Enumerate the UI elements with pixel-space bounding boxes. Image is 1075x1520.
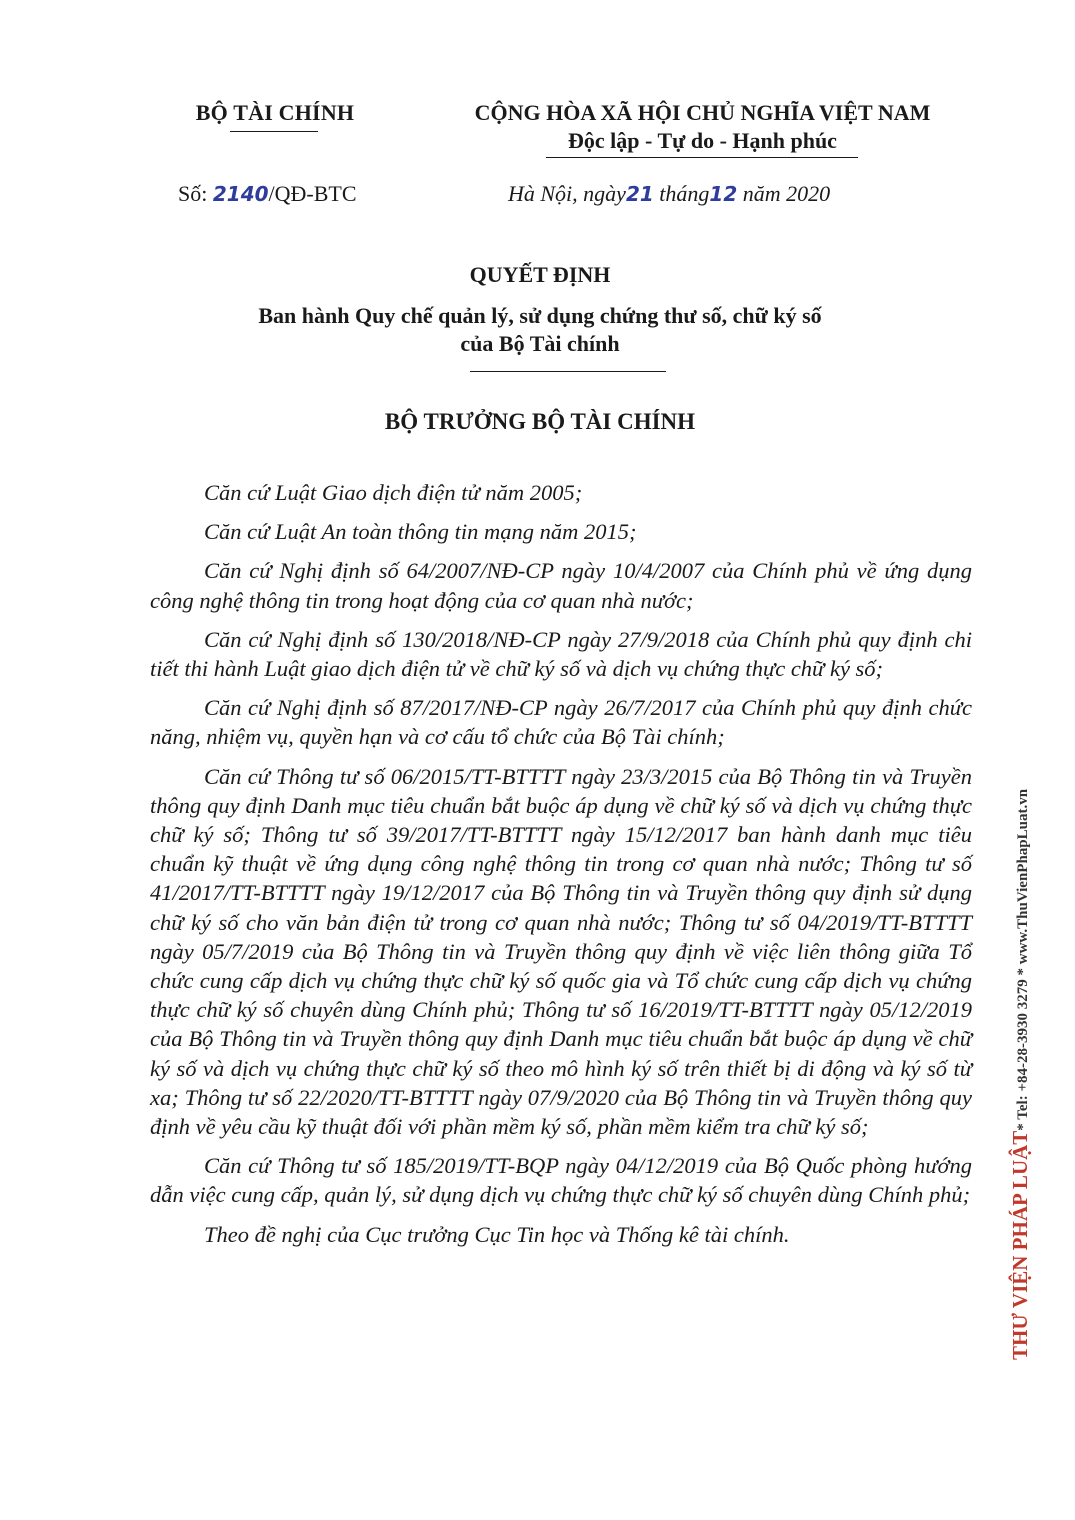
legal-basis-paragraph: Căn cứ Nghị định số 130/2018/NĐ-CP ngày 27/9/2018 của Chính phủ quy định chi tiết thi hành Luật giao dịch điện tử về chữ ký số và dịch vụ chứng thực chữ ký số; (150, 626, 972, 682)
ministry-underline (230, 131, 318, 132)
number-prefix: Số: (178, 181, 208, 206)
legal-basis-paragraph: Căn cứ Nghị định số 64/2007/NĐ-CP ngày 10/4/2007 của Chính phủ về ứng dụng công nghệ thông tin trong hoạt động của cơ quan nhà nước; (150, 558, 972, 613)
legal-basis (150, 478, 972, 1259)
issuing-authority: BỘ TRƯỞNG BỘ TÀI CHÍNH (384, 409, 696, 434)
title-underline (470, 371, 666, 372)
legal-basis-paragraph: Căn cứ Thông tư số 06/2015/TT-BTTTT ngày 23/3/2015 của Bộ Thông tin và Truyền thông quy định Danh mục tiêu chuẩn bắt buộc áp dụng về chữ ký số và dịch vụ chứng thực chữ ký số; Thông tư số 39/2017/TT-BTTTT ngày 15/12/2017 ban hành danh mục tiêu chuẩn kỹ thuật về ứng dụng công nghệ thông tin trong cơ quan nhà nước; Thông tư số 41/2017/TT-BTTTT ngày 19/12/2017 của Bộ Thông tin và Truyền thông quy định sử dụng chữ ký số cho văn bản điện tử trong cơ quan nhà nước; Thông tư số 04/2019/TT-BTTTT ngày 05/7/2019 của Bộ Thông tin và Truyền thông quy định về việc liên thông giữa Tổ chức cung cấp dịch vụ chứng thực chữ ký số quốc gia và Tổ chức cung cấp dịch vụ chứng thực chữ ký số chuyên dùng Chính phủ; Thông tư số 16/2019/TT-BTTTT ngày 05/12/2019 của Bộ Thông tin và Truyền thông quy định Danh mục tiêu chuẩn bắt buộc áp dụng về chữ ký số và dịch vụ chứng thực chữ ký số theo mô hình ký số trên thiết bị di động và ký số từ xa; Thông tư số 22/2020/TT-BTTTT ngày 07/9/2020 của Bộ Thông tin và Truyền thông quy định về yêu cầu kỹ thuật đối với phần mềm ký số, phần mềm kiểm tra chữ ký số; (150, 763, 972, 1140)
legal-basis-paragraph: Căn cứ Luật Giao dịch điện tử năm 2005; (204, 480, 583, 505)
document-subtitle (130, 302, 950, 358)
subtitle-line: Ban hành Quy chế quản lý, sử dụng chứng thư số, chữ ký số (258, 303, 822, 328)
motto-underline (546, 157, 858, 158)
side-watermark (1008, 789, 1033, 1360)
number-suffix: /QĐ-BTC (268, 181, 357, 206)
date-month-label: tháng (659, 181, 710, 206)
date-place: Hà Nội, ngày (508, 181, 626, 206)
legal-basis-paragraph: Căn cứ Nghị định số 87/2017/NĐ-CP ngày 26/7/2017 của Chính phủ quy định chức năng, nhiệm vụ, quyền hạn và cơ cấu tổ chức của Bộ Tài chính; (150, 695, 972, 750)
watermark-contact: * Tel: +84-28-3930 3279 * www.ThuVienPhapLuat.vn (1015, 788, 1031, 1131)
issue-date (508, 181, 830, 207)
national-motto: Độc lập - Tự do - Hạnh phúc (568, 128, 837, 153)
handwritten-month: 12 (709, 182, 738, 206)
issuing-ministry: BỘ TÀI CHÍNH (195, 100, 355, 125)
document-number (178, 181, 357, 207)
document-title: QUYẾT ĐỊNH (469, 262, 611, 287)
handwritten-day: 21 (625, 182, 654, 206)
legal-basis-paragraph: Theo đề nghị của Cục trưởng Cục Tin học và Thống kê tài chính. (204, 1221, 790, 1247)
handwritten-number: 2140 (212, 182, 269, 206)
national-title: CỘNG HÒA XÃ HỘI CHỦ NGHĨA VIỆT NAM (474, 100, 931, 125)
legal-basis-paragraph: Căn cứ Luật An toàn thông tin mạng năm 2015; (204, 519, 637, 545)
date-year: năm 2020 (742, 181, 831, 206)
watermark-brand: THƯ VIỆN PHÁP LUẬT (1008, 1130, 1032, 1360)
legal-basis-paragraph: Căn cứ Thông tư số 185/2019/TT-BQP ngày 04/12/2019 của Bộ Quốc phòng hướng dẫn việc cung cấp, quản lý, sử dụng dịch vụ chứng thực chữ ký số chuyên dùng Chính phủ; (150, 1153, 972, 1208)
subtitle-line: của Bộ Tài chính (460, 331, 620, 356)
